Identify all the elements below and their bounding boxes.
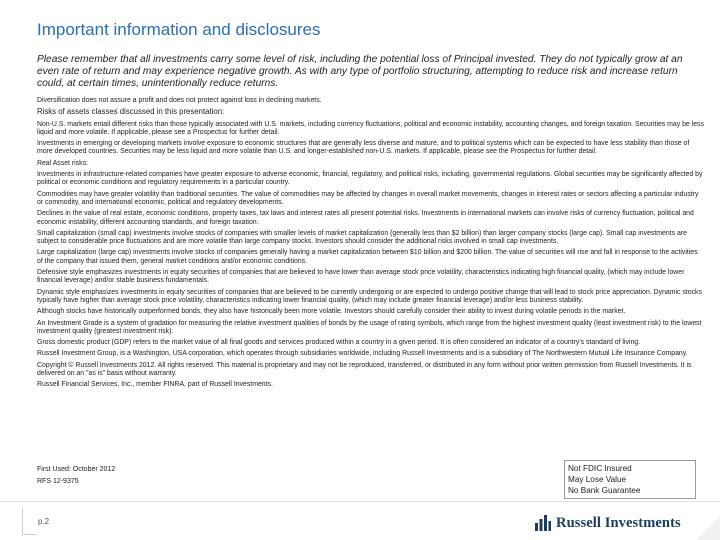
notice-line-value: May Lose Value (568, 475, 627, 484)
page-number: p.2 (38, 517, 50, 526)
disclosure-dynamic: Dynamic style emphasizes investments in equity securities of companies that are believed to be currently undergoing or are expected to undergo positive change that will lead to stock price appreciation. Dynamic stocks typically have higher than average stock price volatility, characteristics indicating lower financial quality, (which may include greater financial leverage) and/or less business stability. (37, 288, 702, 304)
disclosure-small-cap: Small capitalization (small cap) investments involve stocks of companies with smaller levels of market capitalization (generally less than $2 billion) than larger company stocks (large cap). Small cap investments are subject to considerable price fluctuations and are more volatile than large company stocks. Investors should consider the additional risks involved in small cap investments. (37, 229, 687, 246)
footer-divider (0, 501, 720, 502)
notice-line-fdic: Not FDIC Insured (568, 464, 632, 473)
disclosure-defensive: Defensive style emphasizes investments in equity securities of companies that are believed to have lower than average stock price volatility, characteristics indicating high financial quality, (which may include lower financial leverage) and/or stable business fundamentals. (37, 269, 685, 285)
rfs-code: RFS 12-9375 (37, 478, 79, 485)
disclosure-gdp: Gross domestic product (GDP) refers to the market value of all final goods and services produced within a country in a given period. It is often considered an indicator of a country's standard of living. (37, 339, 641, 347)
disclosure-real-asset-heading: Real Asset risks: (37, 159, 88, 167)
disclosure-copyright: Copyright © Russell Investments 2012. All rights reserved. This material is proprietary and may not be reproduced, transferred, or distributed in any form without prior written permission from Russell Investments. It is delivered on an "as is" basis without warranty. (37, 361, 692, 378)
page-tab-marker (22, 508, 37, 535)
disclosure-risks-heading: Risks of assets classes discussed in this presentation: (37, 107, 225, 117)
fdic-notice-box (564, 460, 696, 499)
disclosure-stocks-bonds: Although stocks have historically outperformed bonds, they also have historically been more volatile. Investors should carefully consider their ability to invest during volatile periods in the market. (37, 308, 626, 316)
disclosure-russell-group: Russell Investment Group, is a Washington, USA corporation, which operates through subsidiaries worldwide, including Russell Investments and is a subsidiary of The Northwestern Mutual Life Insurance Company. (37, 350, 688, 358)
disclosure-large-cap: Large capitalization (large cap) investments involve stocks of companies generally having a market capitalization between $10 billion and $200 billion. The value of securities will rise and fall in response to the activities of the company that issued them, general market conditions and/or economic conditions. (37, 249, 698, 265)
russell-logo (534, 513, 681, 533)
notice-line-guarantee: No Bank Guarantee (568, 486, 641, 495)
disclosure-non-us: Non-U.S. markets entail different risks than those typically associated with U.S. markets, including currency fluctuations, political and economic instability, accounting changes, and foreign taxation. Securities may be less liquid and more volatile. If applicable, please see a Prospectus for further detail. (37, 120, 704, 136)
russell-bars-icon (534, 514, 552, 532)
disclosure-investment-grade: An Investment Grade is a system of gradation for measuring the relative investment qualities of bonds by the usage of rating symbols, which range from the highest investment quality (least investment risk) to the lowest investment quality (greatest investment risk). (37, 319, 702, 335)
intro-paragraph: Please remember that all investments carry some level of risk, including the potential loss of Principal invested. They do not typically grow at an even rate of return and may experience negative growth. As with any type of portfolio structuring, attempting to reduce risk and increase return could, at certain times, unintentionally reduce returns. (37, 54, 683, 89)
disclosure-commodities: Commodities may have greater volatility than traditional securities. The value of commodities may be affected by changes in overall market movements, changes in interest rates or sectors affecting a particular industry or commodity, and international economic, political and regulatory developments. (37, 190, 699, 206)
disclosure-diversification: Diversification does not assure a profit and does not protect against loss in declining markets. (37, 97, 322, 104)
disclosure-real-estate: Declines in the value of real estate, economic conditions, property taxes, tax laws and interest rates all present potential risks. Investments in international markets can involve risks of currency fluctuation, political and economic instability, different accounting standards, and foreign taxation. (37, 210, 694, 226)
page-title: Important information and disclosures (37, 20, 321, 39)
footer-meta (37, 464, 115, 488)
disclosure-finra: Russell Financial Services, Inc., member FINRA, part of Russell Investments. (37, 381, 273, 389)
disclosure-infrastructure: Investments in infrastructure-related companies have greater exposure to adverse economic, financial, regulatory, and political risks, including, governmental regulations. Global securities may be significantly affected by political or economic conditions and regulatory requirements in a particular country. (37, 171, 703, 187)
page-corner-fold (696, 516, 720, 540)
first-used-date: First Used: October 2012 (37, 466, 116, 473)
disclosure-emerging: Investments in emerging or developing markets involve exposure to economic structures that are generally less diverse and mature, and to political systems which can be expected to have less stability than those of more developed countries. Securities may be less liquid and more volatile than U.S. and longer-established non-U.S. markets. If applicable, please see the Prospectus for further detail. (37, 140, 690, 156)
disclosure-body (37, 97, 705, 393)
logo-text: Russell Investments (556, 514, 681, 531)
